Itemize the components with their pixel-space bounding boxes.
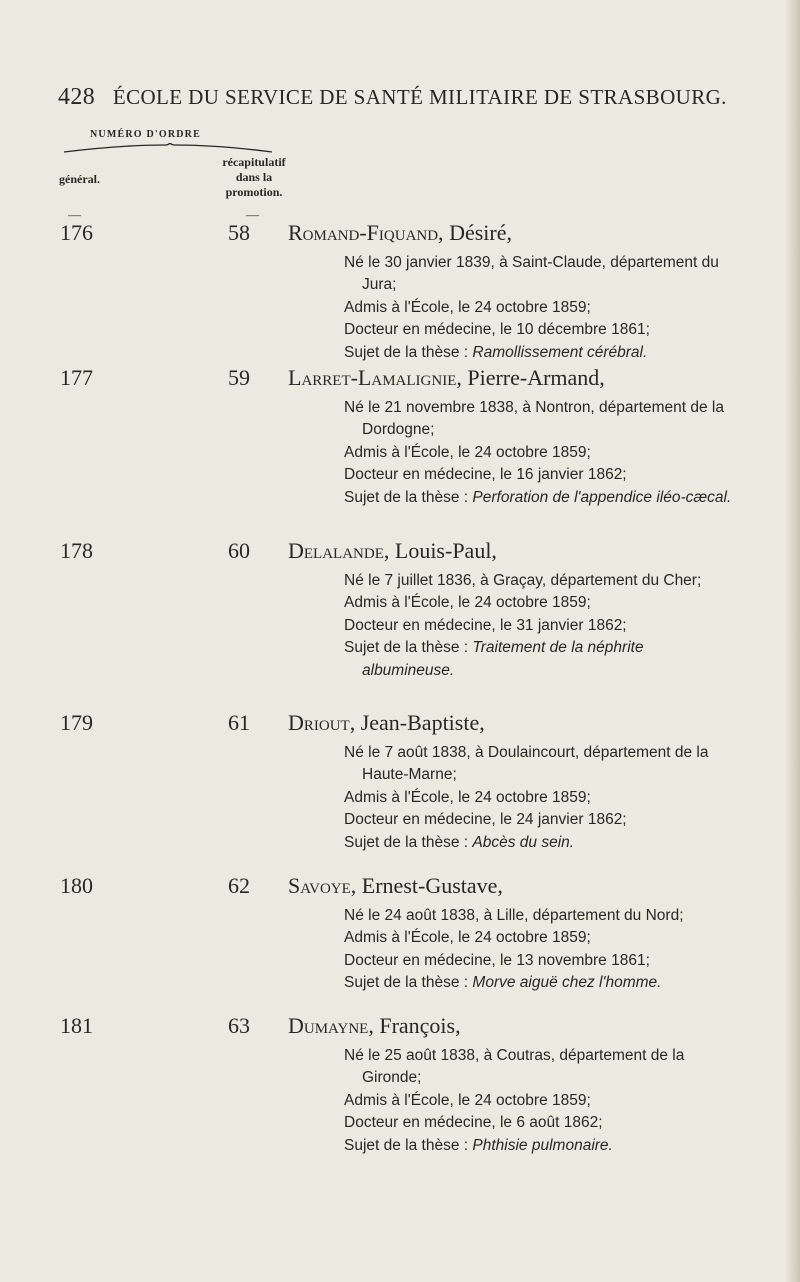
person-name: Savoye, Ernest-Gustave, bbox=[288, 873, 503, 898]
person-name: Driout, Jean-Baptiste, bbox=[288, 710, 485, 735]
admission-line: Admis à l'École, le 24 octobre 1859; bbox=[344, 298, 591, 316]
person-name: Dumayne, François, bbox=[288, 1013, 461, 1038]
running-title: ÉCOLE DU SERVICE DE SANTÉ MILITAIRE DE STRASBOURG. bbox=[112, 85, 727, 109]
column-heading: NUMÉRO D'ORDRE bbox=[90, 129, 201, 140]
column-dash-general: — bbox=[68, 207, 81, 222]
general-number: 179 bbox=[60, 710, 93, 735]
page-edge-shadow bbox=[786, 0, 800, 1282]
birth-line: Né le 30 janvier 1839, à Saint-Claude, département du Jura; bbox=[344, 254, 719, 294]
doctorate-line: Docteur en médecine, le 13 novembre 1861; bbox=[344, 951, 650, 969]
entry-details bbox=[344, 905, 740, 995]
column-label-recap: récapitulatif dans la promotion. bbox=[222, 155, 286, 199]
entry-details bbox=[344, 570, 740, 682]
admission-line: Admis à l'École, le 24 octobre 1859; bbox=[344, 929, 591, 947]
admission-line: Admis à l'École, le 24 octobre 1859; bbox=[344, 1091, 591, 1109]
general-number: 181 bbox=[60, 1013, 93, 1038]
doctorate-line: Docteur en médecine, le 16 janvier 1862; bbox=[344, 466, 627, 484]
entry-details bbox=[344, 252, 740, 364]
general-number: 176 bbox=[60, 220, 93, 245]
birth-line: Né le 25 août 1838, à Coutras, département de la Gironde; bbox=[344, 1047, 685, 1087]
admission-line: Admis à l'École, le 24 octobre 1859; bbox=[344, 594, 591, 612]
thesis-line: Sujet de la thèse : Morve aiguë chez l'homme. bbox=[344, 974, 662, 992]
person-name: Romand-Fiquand, Désiré, bbox=[288, 220, 512, 245]
admission-line: Admis à l'École, le 24 octobre 1859; bbox=[344, 788, 591, 806]
column-label-general: général. bbox=[59, 172, 100, 186]
thesis-line: Sujet de la thèse : Traitement de la néphrite albumineuse. bbox=[344, 639, 644, 679]
thesis-line: Sujet de la thèse : Perforation de l'appendice iléo-cæcal. bbox=[344, 488, 732, 506]
person-name: Larret-Lamalignie, Pierre-Armand, bbox=[288, 365, 605, 390]
birth-line: Né le 7 août 1838, à Doulaincourt, département de la Haute-Marne; bbox=[344, 744, 709, 784]
page-number: 428 bbox=[58, 84, 96, 110]
doctorate-line: Docteur en médecine, le 6 août 1862; bbox=[344, 1114, 603, 1132]
birth-line: Né le 21 novembre 1838, à Nontron, département de la Dordogne; bbox=[344, 399, 724, 439]
admission-line: Admis à l'École, le 24 octobre 1859; bbox=[344, 443, 591, 461]
recap-number: 63 bbox=[228, 1013, 250, 1038]
recap-number: 61 bbox=[228, 710, 250, 735]
entry-details bbox=[344, 1045, 740, 1157]
running-header bbox=[58, 84, 758, 111]
entry-details bbox=[344, 742, 740, 854]
recap-number: 58 bbox=[228, 220, 250, 245]
birth-line: Né le 7 juillet 1836, à Graçay, département du Cher; bbox=[344, 572, 702, 589]
doctorate-line: Docteur en médecine, le 31 janvier 1862; bbox=[344, 616, 627, 634]
column-brace bbox=[62, 143, 274, 153]
entry-details bbox=[344, 397, 740, 509]
thesis-line: Sujet de la thèse : Ramollissement cérébral. bbox=[344, 343, 648, 361]
general-number: 178 bbox=[60, 538, 93, 563]
recap-number: 62 bbox=[228, 873, 250, 898]
general-number: 180 bbox=[60, 873, 93, 898]
thesis-line: Sujet de la thèse : Abcès du sein. bbox=[344, 833, 575, 851]
thesis-line: Sujet de la thèse : Phthisie pulmonaire. bbox=[344, 1136, 613, 1154]
column-dash-recap: — bbox=[246, 207, 259, 222]
person-name: Delalande, Louis-Paul, bbox=[288, 538, 497, 563]
recap-number: 60 bbox=[228, 538, 250, 563]
birth-line: Né le 24 août 1838, à Lille, département du Nord; bbox=[344, 907, 684, 924]
doctorate-line: Docteur en médecine, le 10 décembre 1861; bbox=[344, 321, 650, 339]
recap-number: 59 bbox=[228, 365, 250, 390]
doctorate-line: Docteur en médecine, le 24 janvier 1862; bbox=[344, 811, 627, 829]
general-number: 177 bbox=[60, 365, 93, 390]
